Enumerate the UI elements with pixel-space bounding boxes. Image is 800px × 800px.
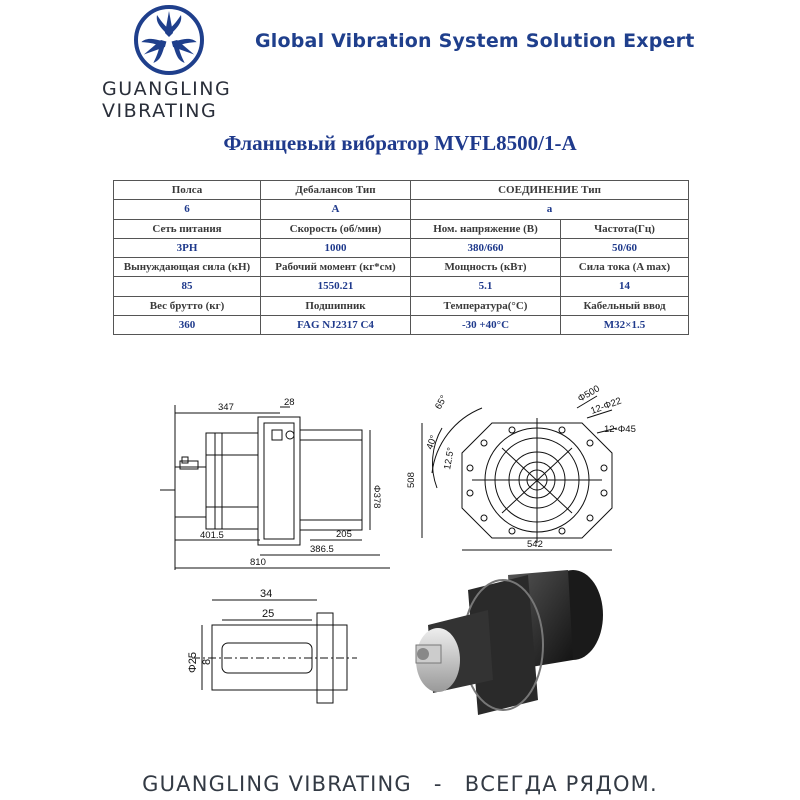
dim-34: 34	[260, 588, 273, 600]
dim-25: 25	[262, 608, 275, 620]
spec-label: Ном. напряжение (В)	[411, 219, 561, 238]
spec-table	[113, 180, 689, 335]
spec-label: Рабочий момент (кг*см)	[261, 258, 411, 277]
spec-row-values	[114, 315, 689, 334]
spec-label: Кабельный ввод	[561, 296, 689, 315]
dim-378: Φ378	[371, 485, 382, 509]
footer	[0, 772, 800, 796]
spec-label: Вес брутто (кг)	[114, 296, 261, 315]
spec-value: 360	[114, 315, 261, 334]
spec-value: A	[261, 200, 411, 219]
spec-value: 6	[114, 200, 261, 219]
vibrator-product-image	[398, 555, 618, 730]
spec-value: -30 +40°C	[411, 315, 561, 334]
spec-row-labels	[114, 219, 689, 238]
shaft-detail-drawing	[182, 585, 362, 715]
brand-line-2: VIBRATING	[102, 100, 218, 122]
spec-value: 85	[114, 277, 261, 296]
dim-phi500: Φ500	[576, 383, 602, 405]
dim-28: 28	[284, 397, 295, 408]
dim-65-deg: 65°	[433, 393, 450, 412]
spec-label: Полса	[114, 181, 261, 200]
spec-row-labels	[114, 258, 689, 277]
dim-508: 508	[406, 472, 417, 488]
spec-value: 3PH	[114, 238, 261, 257]
spec-label: Сеть питания	[114, 219, 261, 238]
spec-label: Сила тока (A max)	[561, 258, 689, 277]
dim-8: 8	[201, 658, 213, 665]
dim-542: 542	[527, 539, 543, 550]
spec-row-values	[114, 277, 689, 296]
dim-205: 205	[336, 529, 352, 540]
dim-40-deg: 40°	[424, 433, 440, 452]
spec-value: a	[411, 200, 689, 219]
spec-label: Температура(°C)	[411, 296, 561, 315]
footer-tagline: ВСЕГДА РЯДОМ.	[464, 772, 658, 796]
spec-value: 5.1	[411, 277, 561, 296]
dim-12-5-deg: 12.5°	[442, 446, 457, 471]
spec-label: Мощность (кВт)	[411, 258, 561, 277]
spec-value: 1000	[261, 238, 411, 257]
dim-401-5: 401.5	[200, 530, 224, 541]
spec-row-values	[114, 200, 689, 219]
spec-label: Дебалансов Тип	[261, 181, 411, 200]
spec-value: 50/60	[561, 238, 689, 257]
guangling-logo-icon	[130, 3, 208, 77]
spec-label: Скорость (об/мин)	[261, 219, 411, 238]
spec-label: Подшипник	[261, 296, 411, 315]
spec-value: FAG NJ2317 C4	[261, 315, 411, 334]
spec-label: СОЕДИНЕНИЕ Тип	[411, 181, 689, 200]
dim-347: 347	[218, 402, 234, 413]
slogan: Global Vibration System Solution Expert	[255, 30, 695, 52]
brand-line-1: GUANGLING	[102, 78, 232, 100]
dim-12-phi45: 12-Φ45	[604, 424, 636, 435]
dim-810: 810	[250, 557, 266, 568]
dim-12-phi22: 12-Φ22	[589, 395, 623, 417]
front-view-drawing	[406, 383, 652, 560]
footer-brand: GUANGLING VIBRATING	[142, 772, 412, 796]
footer-separator: -	[433, 772, 443, 796]
dim-386-5: 386.5	[310, 544, 334, 555]
spec-label: Вынуждающая сила (кН)	[114, 258, 261, 277]
spec-value: 1550.21	[261, 277, 411, 296]
spec-value: 14	[561, 277, 689, 296]
side-view-drawing	[160, 395, 420, 575]
spec-label: Частота(Гц)	[561, 219, 689, 238]
brand-name	[102, 78, 242, 122]
spec-row-values	[114, 238, 689, 257]
spec-row-labels	[114, 181, 689, 200]
spec-value: M32×1.5	[561, 315, 689, 334]
page-title: Фланцевый вибратор MVFL8500/1-A	[223, 131, 577, 155]
spec-row-labels	[114, 296, 689, 315]
dim-phi25: Φ25	[187, 651, 199, 673]
spec-value: 380/660	[411, 238, 561, 257]
